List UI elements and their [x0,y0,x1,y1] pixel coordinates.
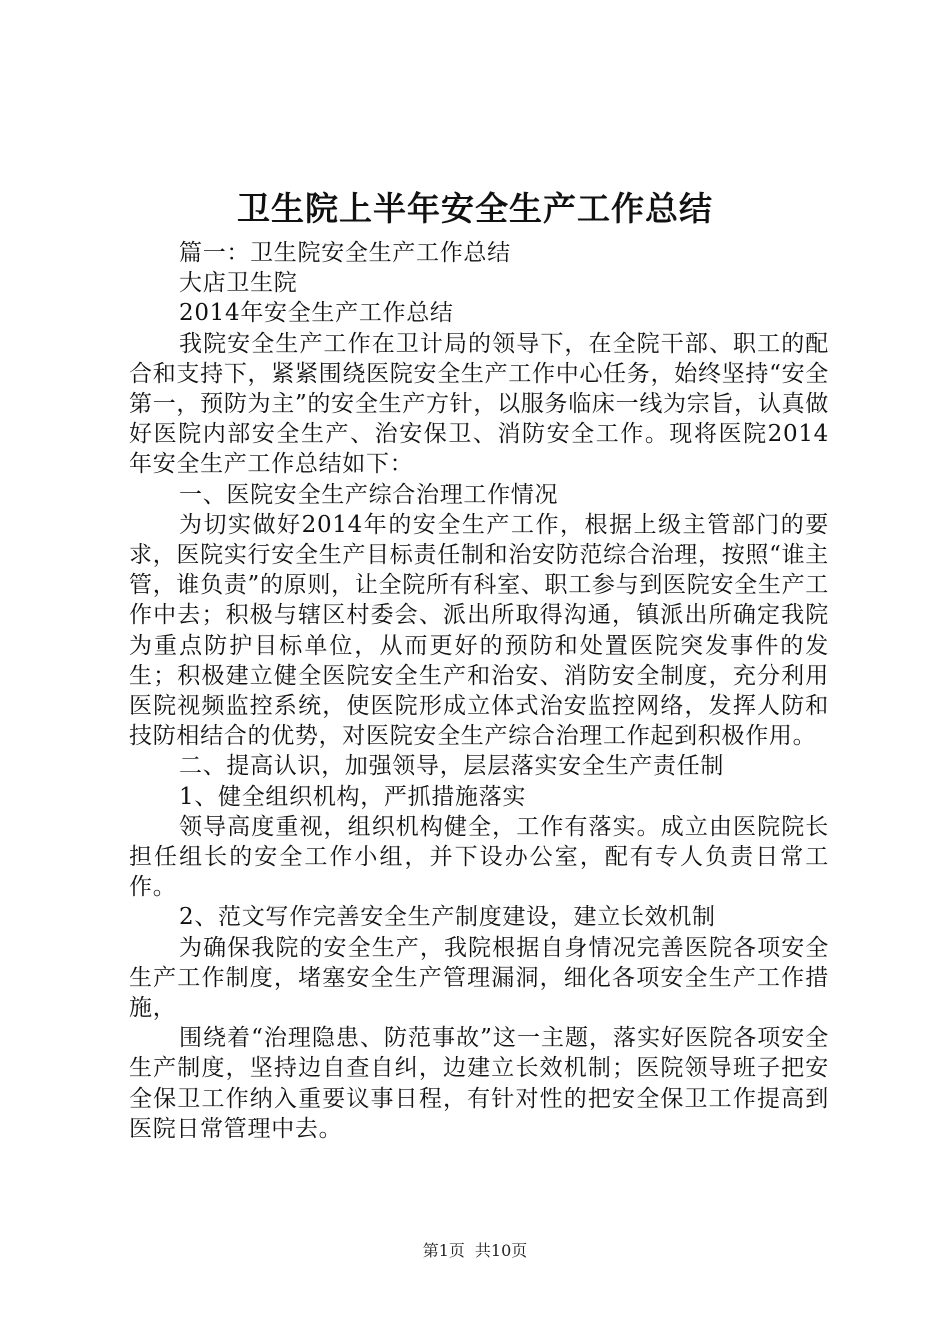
document-body [129,238,829,1144]
document-title: 卫生院上半年安全生产工作总结 [237,189,713,228]
section-heading-1: 篇一：卫生院安全生产工作总结 [179,240,511,266]
section-heading: 一、医院安全生产综合治理工作情况 [179,481,559,508]
page-footer [0,1241,950,1261]
report-subtitle: 2014年安全生产工作总结 [179,300,454,327]
body-paragraph: 为确保我院的安全生产，我院根据自身情况完善医院各项安全生产工作制度，堵塞安全生产管理漏洞，细化各项安全生产工作措施， [129,934,829,1022]
subsection-heading: 1、健全组织机构，严抓措施落实 [179,783,527,810]
subsection-heading: 2、范文写作完善安全生产制度建设，建立长效机制 [179,904,716,931]
page-number: 第1页 [422,1241,465,1260]
body-paragraph: 为切实做好2014年的安全生产工作，根据上级主管部门的要求，医院实行安全生产目标责任制和治安防范综合治理，按照“谁主管，谁负责”的原则，让全院所有科室、职工参与到医院安全生产工作中去；积极与辖区村委会、派出所取得沟通，镇派出所确定我院为重点防护目标单位，从而更好的预防和处置医院突发事件的发生；积极建立健全医院安全生产和治安、消防安全制度，充分利用医院视频监控系统，使医院形成立体式治安监控网络，发挥人防和技防相结合的优势，对医院安全生产综合治理工作起到积极作用。 [129,511,829,750]
page-total: 共10页 [474,1241,528,1260]
body-paragraph: 围绕着“治理隐患、防范事故”这一主题，落实好医院各项安全生产制度，坚持边自查自纠，边建立长效机制；医院领导班子把安全保卫工作纳入重要议事日程，有针对性的把安全保卫工作提高到医院日常管理中去。 [129,1025,829,1142]
body-paragraph: 我院安全生产工作在卫计局的领导下，在全院干部、职工的配合和支持下，紧紧围绕医院安全生产工作中心任务，始终坚持“安全第一，预防为主”的安全生产方针，以服务临床一线为宗旨，认真做好医院内部安全生产、治安保卫、消防安全工作。现将医院2014年安全生产工作总结如下： [129,330,829,478]
body-paragraph: 领导高度重视，组织机构健全，工作有落实。成立由医院院长担任组长的安全工作小组，并下设办公室，配有专人负责日常工作。 [129,813,829,901]
section-heading: 二、提高认识，加强领导，层层落实安全生产责任制 [179,753,725,780]
organization-name: 大店卫生院 [179,270,298,297]
